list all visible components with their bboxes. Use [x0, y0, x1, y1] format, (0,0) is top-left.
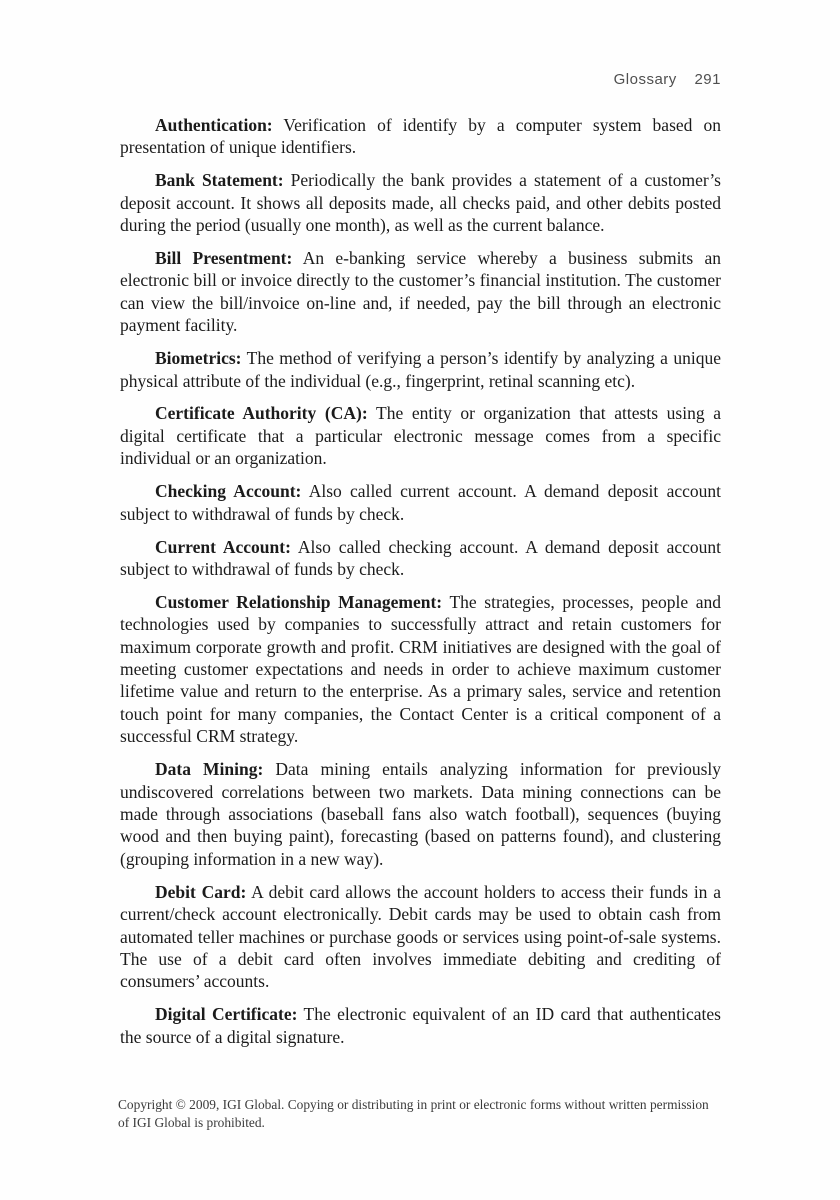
term-definition: A debit card allows the account holders to access their funds in a current/check account electronically. Debit cards may be used to obtain cash from automated teller machines or purchase goods or services using point-of-sale systems. The use of a debit card often involves immediate debiting and crediting of consumers’ accounts. [120, 881, 721, 992]
footer-copyright [118, 1096, 738, 1132]
glossary-entry [120, 1003, 721, 1048]
term-label: Customer Relationship Management: [155, 591, 443, 612]
term-label: Bill Presentment: [155, 248, 293, 269]
glossary-entry [120, 480, 721, 525]
footer-copyright-line2: of IGI Global is prohibited. [118, 1115, 265, 1130]
footer-copyright-line1: Copyright © 2009, IGI Global. Copying or distributing in print or electronic forms without written permission [118, 1097, 709, 1112]
term-definition: The electronic equivalent of an ID card that authenticates the source of a digital signature. [120, 1004, 721, 1047]
page-header [120, 71, 721, 88]
glossary-entry [120, 169, 721, 236]
glossary-body [120, 114, 721, 1059]
glossary-entry [120, 536, 721, 581]
glossary-entry [120, 591, 721, 748]
term-label: Biometrics: [155, 348, 242, 369]
glossary-entry [120, 114, 721, 159]
section-title: Glossary [613, 71, 677, 88]
term-definition: The strategies, processes, people and technologies used by companies to successfully attract and retain customers for maximum corporate growth and profit. CRM initiatives are designed with the goal of meeting customer expectations and needs in order to achieve maximum customer lifetime value and return to the enterprise. As a primary sales, service and retention touch point for many companies, the Contact Center is a critical component of a successful CRM strategy. [120, 591, 721, 747]
glossary-entry [120, 758, 721, 870]
term-label: Debit Card: [155, 881, 247, 902]
glossary-entry [120, 347, 721, 392]
term-definition: Periodically the bank provides a statement of a customer’s deposit account. It shows all deposits made, all checks paid, and other debits posted during the period (usually one month), as well as the current balance. [120, 170, 721, 236]
glossary-entry [120, 247, 721, 337]
term-label: Digital Certificate: [155, 1004, 298, 1025]
term-definition: The entity or organization that attests using a digital certificate that a particular electronic message comes from a specific individual or an organization. [120, 403, 721, 469]
term-definition: Data mining entails analyzing information for previously undiscovered correlations between two markets. Data mining connections can be made through associations (baseball fans also watch football), sequences (buying wood and then buying paint), forecasting (based on patterns found), and clustering (grouping information in a new way). [120, 759, 722, 869]
term-label: Certificate Authority (CA): [155, 403, 368, 424]
term-definition: Verification of identify by a computer system based on presentation of unique identifiers. [120, 115, 721, 158]
term-label: Bank Statement: [155, 170, 284, 191]
glossary-entry [120, 402, 721, 469]
page-number: 291 [694, 71, 721, 88]
term-label: Current Account: [155, 536, 291, 557]
term-definition: An e-banking service whereby a business submits an electronic bill or invoice directly to the customer’s financial institution. The customer can view the bill/invoice on-line and, if needed, pay the bill through an electronic payment facility. [120, 248, 721, 336]
glossary-entry [120, 881, 721, 993]
term-definition: Also called checking account. A demand deposit account subject to withdrawal of funds by check. [120, 536, 721, 579]
term-label: Checking Account: [155, 481, 302, 502]
term-label: Data Mining: [155, 759, 264, 780]
term-definition: Also called current account. A demand deposit account subject to withdrawal of funds by check. [120, 481, 721, 524]
term-definition: The method of verifying a person’s identify by analyzing a unique physical attribute of the individual (e.g., fingerprint, retinal scanning etc). [120, 348, 722, 391]
term-label: Authentication: [155, 115, 273, 135]
